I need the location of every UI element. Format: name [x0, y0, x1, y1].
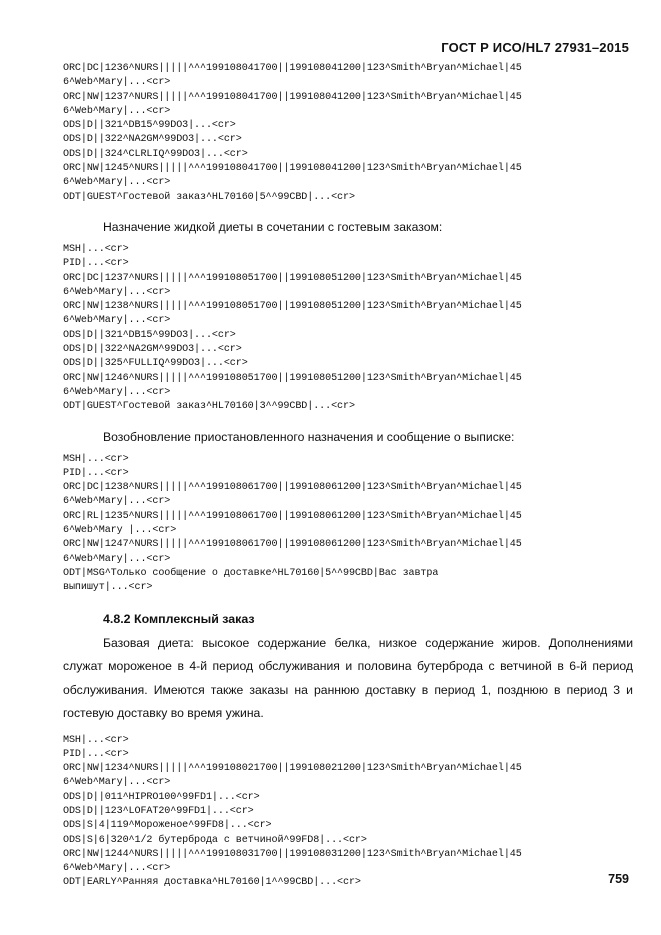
- hl7-code-block-1: [63, 62, 633, 205]
- code-line: ODS|D||321^DB15^99DO3|...<cr>: [63, 120, 236, 132]
- code-line: ORC|NW|1245^NURS|||||^^^199108041700||199108041200|123^Smith^Bryan^Michael|45: [63, 163, 522, 175]
- code-line: 6^Web^Mary|...<cr>: [63, 777, 171, 789]
- code-line: ORC|DC|1236^NURS|||||^^^199108041700||199108041200|123^Smith^Bryan^Michael|45: [63, 63, 522, 74]
- code-line: ODS|S|6|320^1/2 бутерброда с ветчиной^99FD8|...<cr>: [63, 834, 367, 846]
- body-paragraph: Базовая диета: высокое содержание белка, низкое содержание жиров. Дополнениями служат мороженое в 4-й период обслуживания и половина бутерброда с ветчиной в 6-й период обслуживания. Имеются также заказы на раннюю доставку в период 1, позднюю в период 3 и гостевую доставку во время ужина.: [63, 635, 633, 720]
- code-line: 6^Web^Mary|...<cr>: [63, 386, 171, 398]
- code-line: 6^Web^Mary|...<cr>: [63, 286, 171, 298]
- code-line: ODS|D||322^NA2GM^99DO3|...<cr>: [63, 344, 242, 356]
- page-number: 759: [608, 872, 629, 886]
- hl7-code-block-4: [63, 734, 633, 891]
- note-liquid-diet: Назначение жидкой диеты в сочетании с гостевым заказом:: [103, 219, 443, 234]
- code-line: 6^Web^Mary|...<cr>: [63, 177, 171, 189]
- code-line: выпишут|...<cr>: [63, 582, 153, 594]
- code-line: MSH|...<cr>: [63, 243, 129, 255]
- code-line: ODS|D||322^NA2GM^99DO3|...<cr>: [63, 134, 242, 146]
- code-line: ODT|MSG^Только сообщение о доставке^HL70160|5^^99CBD|Вас завтра: [63, 567, 439, 579]
- code-line: ORC|NW|1247^NURS|||||^^^199108061700||199108061200|123^Smith^Bryan^Michael|45: [63, 539, 522, 551]
- code-line: ORC|RL|1235^NURS|||||^^^199108061700||199108061200|123^Smith^Bryan^Michael|45: [63, 510, 522, 522]
- code-line: 6^Web^Mary|...<cr>: [63, 863, 171, 875]
- page-content: [63, 62, 633, 891]
- code-line: ODS|D||324^CLRLIQ^99DO3|...<cr>: [63, 148, 248, 160]
- code-line: ORC|DC|1237^NURS|||||^^^199108051700||199108051200|123^Smith^Bryan^Michael|45: [63, 272, 522, 284]
- code-line: ORC|NW|1237^NURS|||||^^^199108041700||199108041200|123^Smith^Bryan^Michael|45: [63, 91, 522, 103]
- document-header: ГОСТ Р ИСО/HL7 27931–2015: [441, 40, 629, 55]
- code-line: ODS|D||325^FULLIQ^99DO3|...<cr>: [63, 358, 248, 370]
- code-line: 6^Web^Mary|...<cr>: [63, 77, 171, 89]
- note-resume-order: Возобновление приостановленного назначения и сообщение о выписке:: [103, 429, 515, 444]
- code-line: MSH|...<cr>: [63, 453, 129, 465]
- code-line: ORC|NW|1244^NURS|||||^^^199108031700||199108031200|123^Smith^Bryan^Michael|45: [63, 848, 522, 860]
- code-line: ORC|NW|1246^NURS|||||^^^199108051700||199108051200|123^Smith^Bryan^Michael|45: [63, 372, 522, 384]
- hl7-code-block-2: [63, 243, 633, 415]
- code-line: ORC|DC|1238^NURS|||||^^^199108061700||199108061200|123^Smith^Bryan^Michael|45: [63, 482, 522, 494]
- code-line: ODS|D||123^LOFAT20^99FD1|...<cr>: [63, 805, 254, 817]
- code-line: ODS|D||011^HIPRO100^99FD1|...<cr>: [63, 791, 260, 803]
- code-line: ODS|S|4|119^Мороженое^99FD8|...<cr>: [63, 820, 272, 832]
- code-line: 6^Web^Mary|...<cr>: [63, 496, 171, 508]
- code-line: MSH|...<cr>: [63, 734, 129, 746]
- hl7-code-block-3: [63, 453, 633, 596]
- code-line: 6^Web^Mary|...<cr>: [63, 553, 171, 565]
- code-line: ODT|EARLY^Ранняя доставка^HL70160|1^^99CBD|...<cr>: [63, 877, 361, 889]
- code-line: ODT|GUEST^Гостевой заказ^HL70160|3^^99CBD|...<cr>: [63, 401, 355, 413]
- section-heading: 4.8.2 Комплексный заказ: [103, 611, 255, 626]
- code-line: 6^Web^Mary|...<cr>: [63, 105, 171, 117]
- code-line: ODS|D||321^DB15^99DO3|...<cr>: [63, 329, 236, 341]
- code-line: ORC|NW|1238^NURS|||||^^^199108051700||199108051200|123^Smith^Bryan^Michael|45: [63, 301, 522, 313]
- code-line: 6^Web^Mary|...<cr>: [63, 315, 171, 327]
- code-line: PID|...<cr>: [63, 467, 129, 479]
- code-line: 6^Web^Mary |...<cr>: [63, 525, 177, 537]
- code-line: PID|...<cr>: [63, 748, 129, 760]
- code-line: PID|...<cr>: [63, 258, 129, 270]
- code-line: ORC|NW|1234^NURS|||||^^^199108021700||199108021200|123^Smith^Bryan^Michael|45: [63, 763, 522, 775]
- code-line: ODT|GUEST^Гостевой заказ^HL70160|5^^99CBD|...<cr>: [63, 191, 355, 203]
